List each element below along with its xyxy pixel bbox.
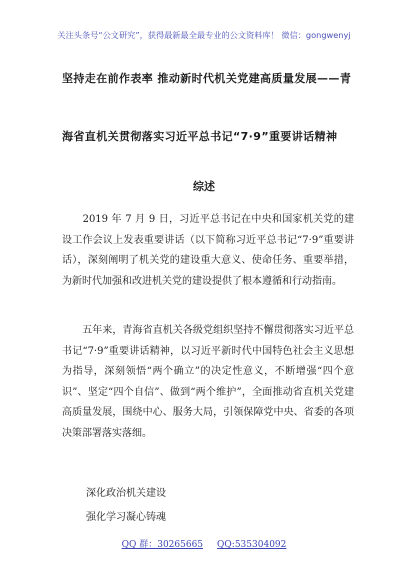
footer-qq-group[interactable]: QQ 群：30265665: [121, 540, 204, 550]
footer-qq[interactable]: QQ:535304092: [217, 540, 287, 550]
paragraph-2: 五年来，青海省直机关各级党组织坚持不懈贯彻落实习近平总书记“7·9”重要讲话精神，以习近平新时代中国特色社会主义思想为指导，深刻领悟“两个确立”的决定性意义，不断增强“四个意识”、坚定“四个自信”、做到“两个维护”，全面推动省直机关党建高质量发展，围绕中心、服务大局，引领保障党中央、省委的各项决策部署落实落细。: [62, 325, 354, 439]
list-item-study: 强化学习凝心铸魂: [86, 512, 166, 523]
title-line-2: 海省直机关贯彻落实习近平总书记“7·9”重要讲话精神: [62, 130, 338, 143]
title-line-1: 坚持走在前作表率 推动新时代机关党建高质量发展——青: [62, 72, 352, 85]
list-item-political-building: 深化政治机关建设: [86, 488, 166, 499]
paragraph-1: 2019 年 7 月 9 日，习近平总书记在中央和国家机关党的建设工作会议上发表重要讲话（以下简称习近平总书记“7·9”重要讲话），深刻阐明了机关党的建设重大意义、使命任务、重要举措，为新时代加强和改进机关党的建设提供了根本遵循和行动指南。: [62, 214, 354, 287]
footer-contact: [0, 537, 408, 550]
section-heading: 综述: [193, 180, 215, 193]
header-note: 关注头条号“公文研究”，获得最新最全最专业的公文资料库！ 微信：gongwenyj: [57, 30, 351, 40]
